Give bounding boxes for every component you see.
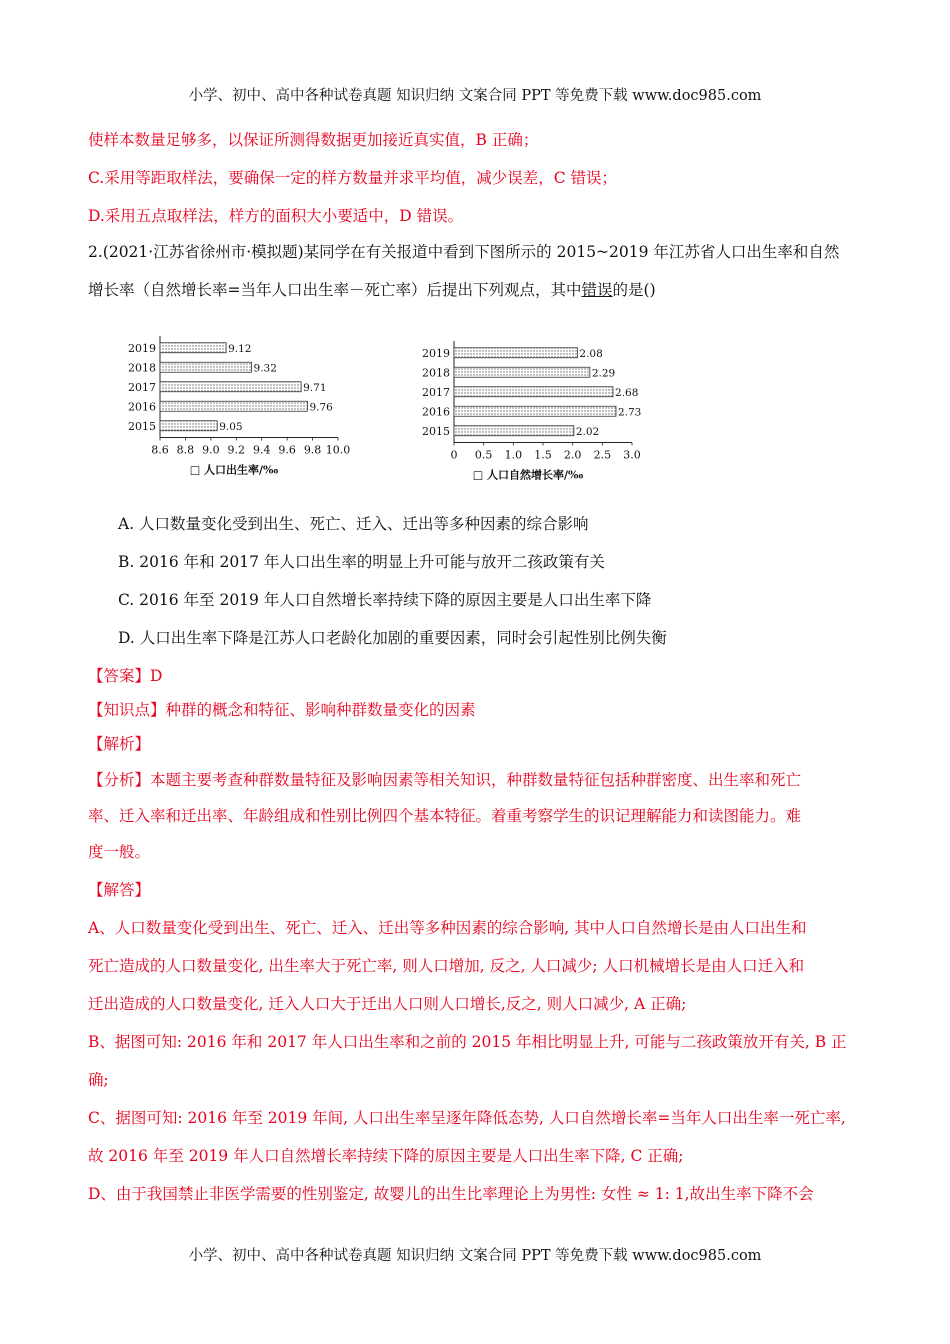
analysis-heading: 【解析】 xyxy=(88,735,151,753)
jieda-a-line-3: 迁出造成的人口数量变化, 迁入人口大于迁出人口则人口增长,反之, 则人口减少, A 正确; xyxy=(88,995,687,1013)
x-axis-label: □ 人口出生率/‰ xyxy=(189,463,279,477)
x-tick-label: 9.8 xyxy=(303,443,322,457)
value-label-2016: 9.76 xyxy=(309,401,333,414)
question-line-2-post: 的是() xyxy=(612,281,656,299)
x-axis-label: □ 人口自然增长率/‰ xyxy=(472,468,584,482)
option-c: C. 2016 年至 2019 年人口自然增长率持续下降的原因主要是人口出生率下降 xyxy=(118,591,652,609)
value-label-2015: 9.05 xyxy=(219,420,243,433)
birth-rate-chart xyxy=(120,330,370,480)
x-tick-label: 9.4 xyxy=(252,443,271,457)
x-tick-label: 0 xyxy=(450,448,458,462)
fenxi-line-1: 【分析】本题主要考查种群数量特征及影响因素等相关知识，种群数量特征包括种群密度、出生率和死亡 xyxy=(88,771,802,789)
bar-2017 xyxy=(160,382,301,392)
question-line-2-pre: 增长率（自然增长率=当年人口出生率－死亡率）后提出下列观点，其中 xyxy=(88,281,582,299)
bar-2016 xyxy=(454,406,616,416)
bar-2016 xyxy=(160,401,307,411)
category-label-2015: 2015 xyxy=(422,424,450,438)
bar-2018 xyxy=(454,367,590,377)
page-header: 小学、初中、高中各种试卷真题 知识归纳 文案合同 PPT 等免费下载 www.doc985.com xyxy=(188,88,762,104)
category-label-2015: 2015 xyxy=(128,419,156,433)
category-label-2016: 2016 xyxy=(128,400,156,414)
bar-2017 xyxy=(454,387,613,397)
option-d: D. 人口出生率下降是江苏人口老龄化加剧的重要因素，同时会引起性别比例失衡 xyxy=(118,629,667,647)
jieda-b-line-1: B、据图可知: 2016 年和 2017 年人口出生率和之前的 2015 年相比明显上升, 可能与二孩政策放开有关, B 正 xyxy=(88,1033,847,1051)
value-label-2018: 2.29 xyxy=(591,367,616,380)
x-tick-label: 9.0 xyxy=(202,443,220,457)
prev-line-1: 使样本数量足够多，以保证所测得数据更加接近真实值，B 正确； xyxy=(88,131,539,149)
bar-2015 xyxy=(454,426,574,436)
jieda-b-line-2: 确; xyxy=(88,1071,109,1089)
value-label-2019: 9.12 xyxy=(228,342,252,355)
option-b: B. 2016 年和 2017 年人口出生率的明显上升可能与放开二孩政策有关 xyxy=(118,553,605,571)
x-tick-label: 9.6 xyxy=(278,443,296,457)
value-label-2017: 2.68 xyxy=(615,386,639,399)
category-label-2017: 2017 xyxy=(422,385,450,399)
fenxi-line-3: 度一般。 xyxy=(88,843,151,861)
bar-2018 xyxy=(160,362,252,372)
page-footer: 小学、初中、高中各种试卷真题 知识归纳 文案合同 PPT 等免费下载 www.doc985.com xyxy=(188,1248,762,1264)
jieda-c-line-1: C、据图可知: 2016 年至 2019 年间, 人口出生率呈逐年降低态势, 人口自然增长率=当年人口出生率一死亡率, xyxy=(88,1109,846,1127)
category-label-2018: 2018 xyxy=(128,361,156,375)
x-tick-label: 8.8 xyxy=(176,443,195,457)
question-line-2 xyxy=(88,280,656,300)
category-label-2019: 2019 xyxy=(422,346,450,360)
jieda-d-line-1: D、由于我国禁止非医学需要的性别鉴定, 故婴儿的出生比率理论上为男性: 女性 ≈ 1: 1,故出生率下降不会 xyxy=(88,1185,814,1203)
natural-growth-rate-chart xyxy=(410,335,650,485)
category-label-2018: 2018 xyxy=(422,366,450,380)
x-tick-label: 0.5 xyxy=(474,448,493,462)
x-tick-label: 9.2 xyxy=(227,443,246,457)
x-tick-label: 10.0 xyxy=(325,443,351,457)
fenxi-line-2: 率、迁入率和迁出率、年龄组成和性别比例四个基本特征。着重考察学生的识记理解能力和读图能力。难 xyxy=(88,807,802,825)
value-label-2017: 9.71 xyxy=(303,381,327,394)
jieda-c-line-2: 故 2016 年至 2019 年人口自然增长率持续下降的原因主要是人口出生率下降, C 正确; xyxy=(88,1147,684,1165)
option-a: A. 人口数量变化受到出生、死亡、迁入、迁出等多种因素的综合影响 xyxy=(118,515,589,533)
category-label-2016: 2016 xyxy=(422,405,450,419)
value-label-2016: 2.73 xyxy=(617,406,642,419)
category-label-2019: 2019 xyxy=(128,341,156,355)
jieda-a-line-2: 死亡造成的人口数量变化, 出生率大于死亡率, 则人口增加, 反之, 人口减少; 人口机械增长是由人口迁入和 xyxy=(88,957,805,975)
prev-line-3: D.采用五点取样法，样方的面积大小要适中，D 错误。 xyxy=(88,207,464,225)
question-line-1: 2.(2021·江苏省徐州市·模拟题)某同学在有关报道中看到下图所示的 2015~2019 年江苏省人口出生率和自然 xyxy=(88,243,840,261)
jieda-heading: 【解答】 xyxy=(88,881,151,899)
prev-line-2: C.采用等距取样法，要确保一定的样方数量并求平均值，减少误差，C 错误； xyxy=(88,169,618,187)
category-label-2017: 2017 xyxy=(128,380,156,394)
answer: 【答案】D xyxy=(88,667,163,685)
x-tick-label: 8.6 xyxy=(151,443,169,457)
bar-2015 xyxy=(160,421,217,431)
bar-2019 xyxy=(454,348,577,358)
jieda-a-line-1: A、人口数量变化受到出生、死亡、迁入、迁出等多种因素的综合影响, 其中人口自然增长是由人口出生和 xyxy=(88,919,807,937)
value-label-2018: 9.32 xyxy=(253,362,277,375)
bar-2019 xyxy=(160,343,226,353)
value-label-2015: 2.02 xyxy=(575,425,600,438)
value-label-2019: 2.08 xyxy=(579,347,603,360)
x-tick-label: 2.5 xyxy=(593,448,612,462)
x-tick-label: 1.5 xyxy=(534,448,552,462)
knowledge-point: 【知识点】种群的概念和特征、影响种群数量变化的因素 xyxy=(88,701,476,719)
x-tick-label: 1.0 xyxy=(504,448,523,462)
x-tick-label: 3.0 xyxy=(623,448,641,462)
question-underlined-word: 错误 xyxy=(581,281,613,299)
x-tick-label: 2.0 xyxy=(563,448,582,462)
